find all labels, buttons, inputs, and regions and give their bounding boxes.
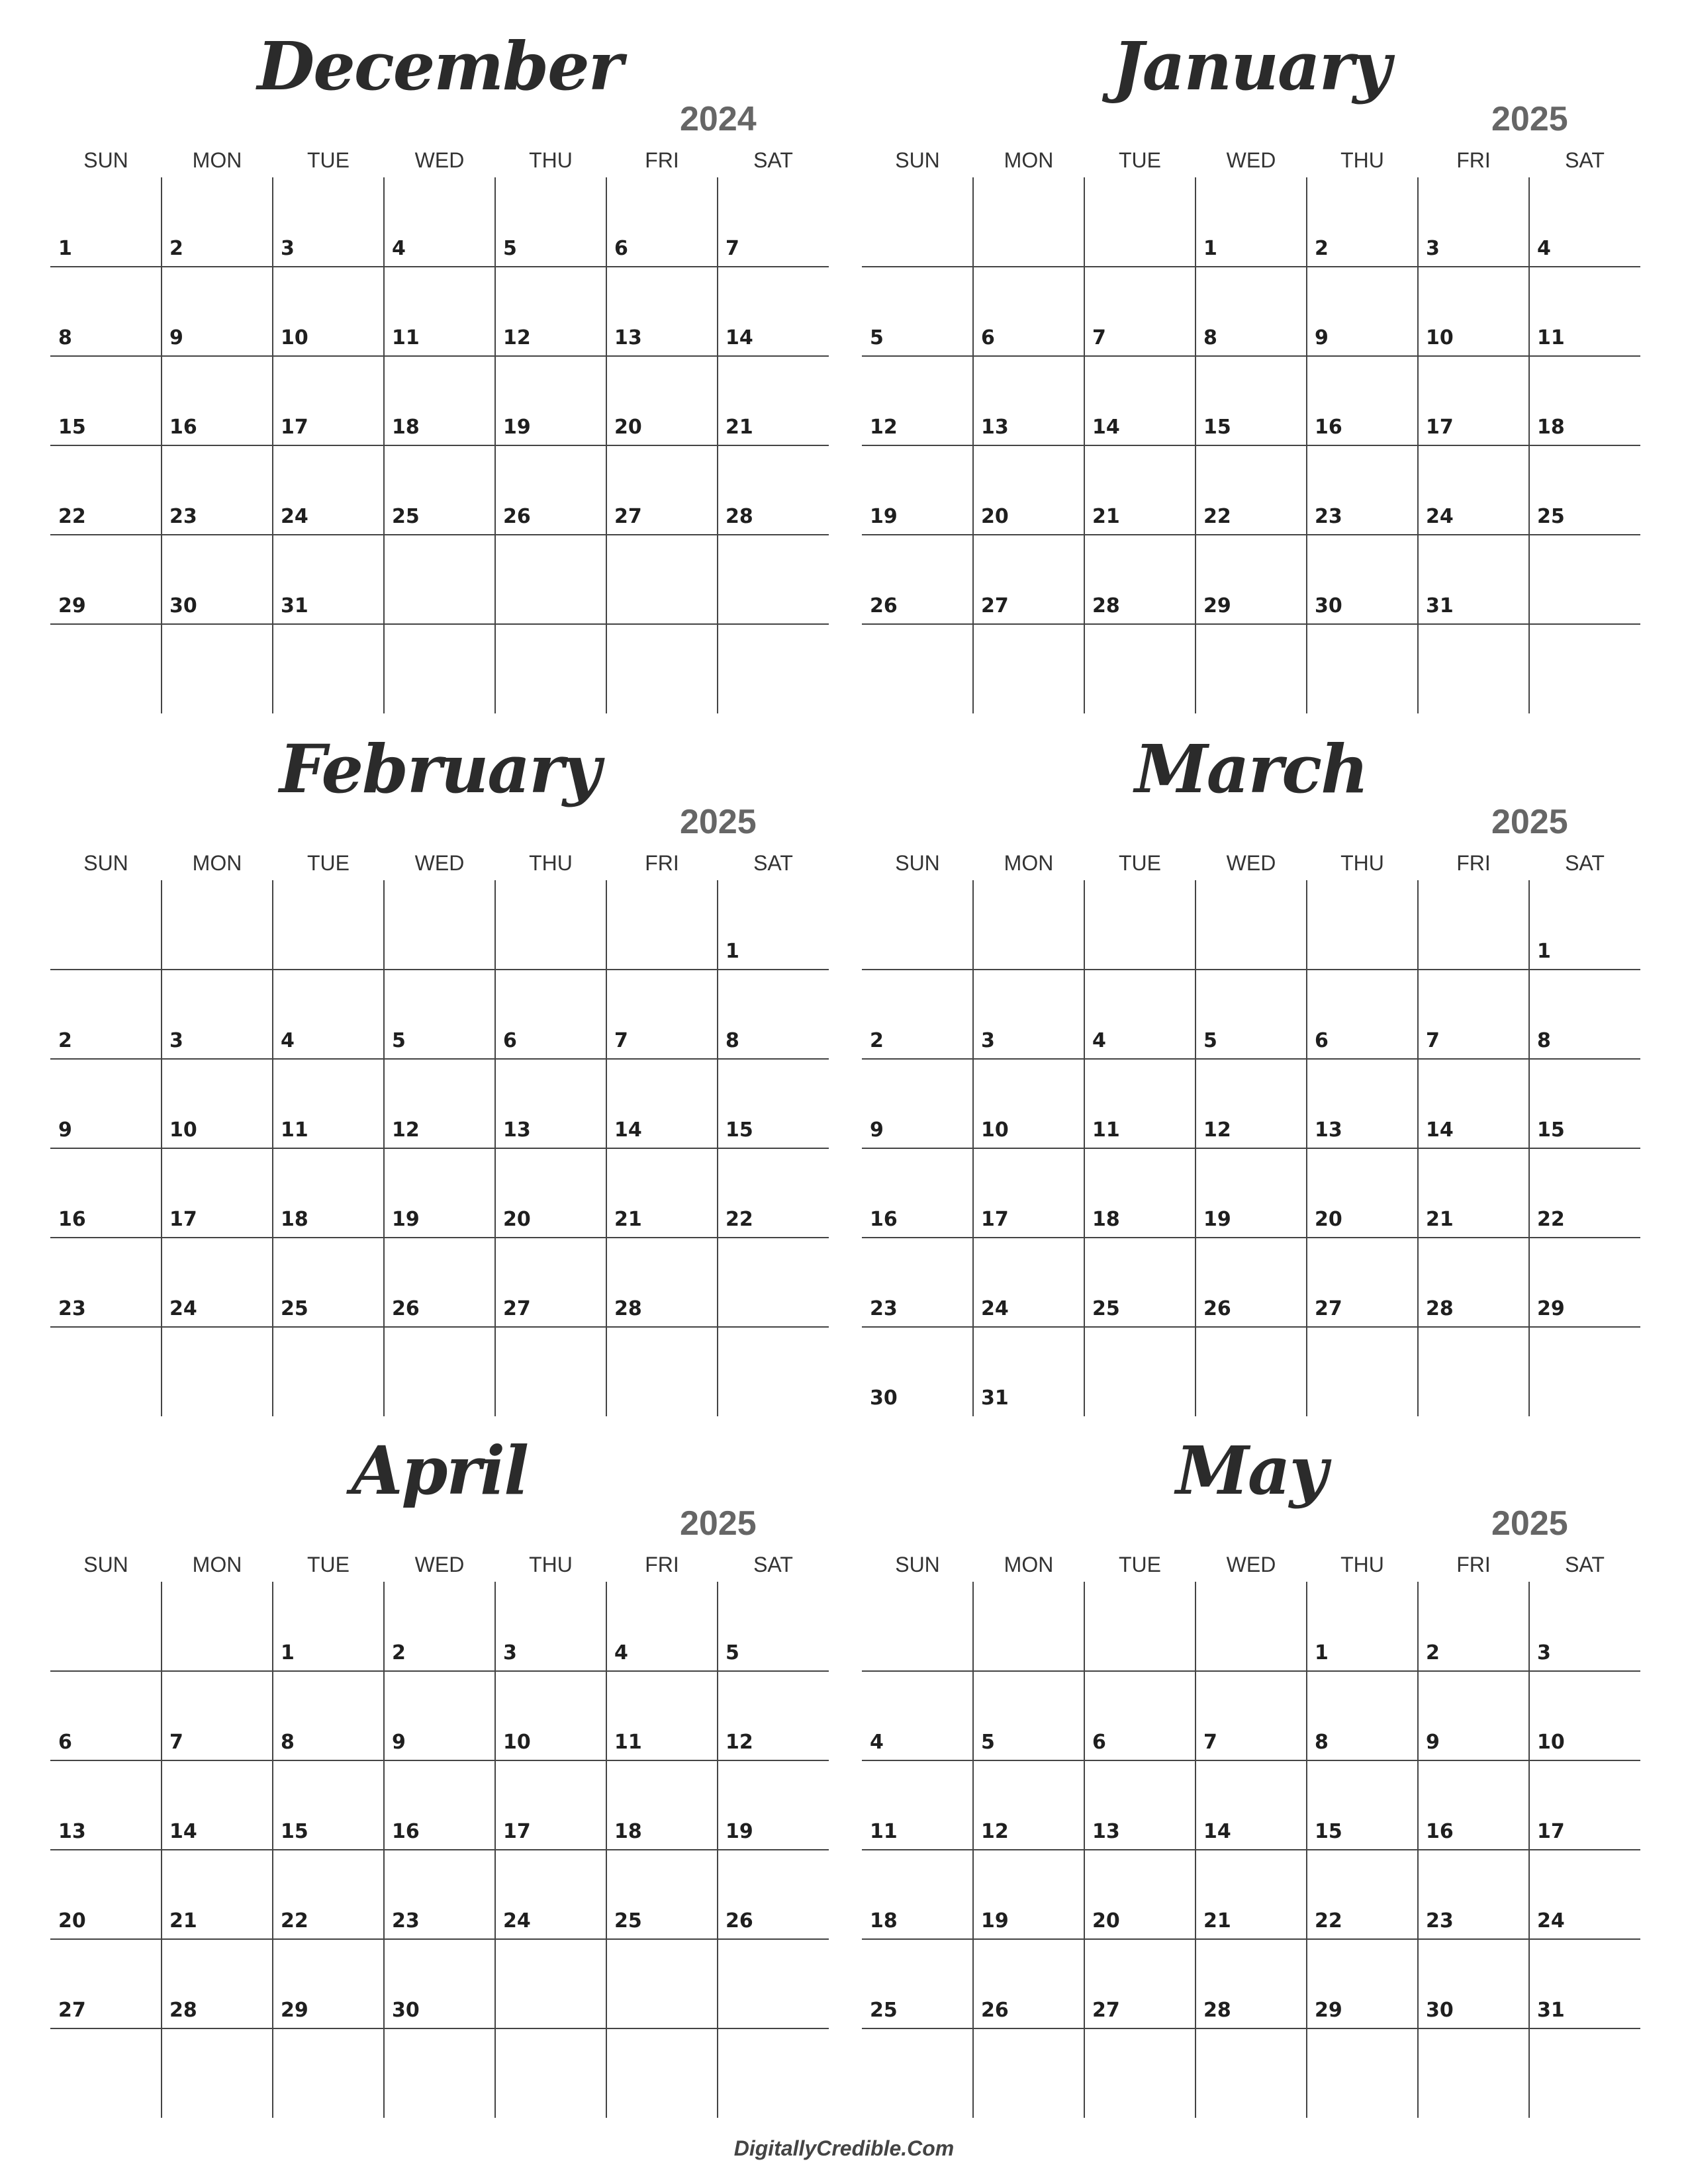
month-grid — [50, 880, 829, 1416]
weekday-label: WED — [414, 851, 465, 875]
day-number: 5 — [1203, 1029, 1217, 1052]
day-number: 11 — [392, 326, 420, 349]
day-number: 16 — [870, 1208, 898, 1231]
day-number: 29 — [1203, 594, 1231, 617]
day-number: 12 — [981, 1820, 1009, 1843]
grid-row-line — [862, 1938, 1640, 1940]
day-number: 17 — [503, 1820, 531, 1843]
day-number: 21 — [1092, 505, 1120, 528]
day-number: 4 — [870, 1731, 884, 1754]
grid-row-line — [862, 1148, 1640, 1149]
day-number: 16 — [1426, 1820, 1454, 1843]
day-number: 6 — [1092, 1731, 1106, 1754]
day-number: 3 — [1537, 1641, 1551, 1664]
day-number: 17 — [1426, 416, 1454, 439]
day-number: 21 — [169, 1909, 197, 1933]
day-number: 7 — [169, 1731, 183, 1754]
day-number: 18 — [1537, 416, 1565, 439]
day-number: 19 — [392, 1208, 420, 1231]
day-number: 19 — [981, 1909, 1009, 1933]
day-number: 19 — [1203, 1208, 1231, 1231]
day-number: 26 — [392, 1297, 420, 1320]
month-year: 2025 — [680, 803, 757, 841]
day-number: 16 — [392, 1820, 420, 1843]
day-number: 10 — [281, 326, 308, 349]
day-number: 23 — [1315, 505, 1342, 528]
month-grid — [50, 177, 829, 713]
day-number: 29 — [1537, 1297, 1565, 1320]
day-number: 22 — [58, 505, 86, 528]
day-number: 2 — [870, 1029, 884, 1052]
day-number: 20 — [1092, 1909, 1120, 1933]
day-number: 16 — [169, 416, 197, 439]
weekday-label: SUN — [83, 1553, 128, 1576]
grid-row-line — [862, 1058, 1640, 1060]
day-number: 26 — [981, 1999, 1009, 2022]
day-number: 30 — [870, 1387, 898, 1410]
grid-row-line — [50, 2028, 829, 2029]
day-number: 18 — [870, 1909, 898, 1933]
day-number: 2 — [1426, 1641, 1440, 1664]
day-number: 8 — [726, 1029, 739, 1052]
day-number: 11 — [1537, 326, 1565, 349]
day-number: 18 — [281, 1208, 308, 1231]
day-number: 26 — [726, 1909, 753, 1933]
grid-row-line — [862, 2028, 1640, 2029]
day-number: 11 — [614, 1731, 642, 1754]
grid-row-line — [50, 1670, 829, 1672]
weekday-label: SAT — [753, 851, 793, 875]
weekday-label: MON — [1004, 148, 1054, 172]
day-number: 13 — [981, 416, 1009, 439]
day-number: 26 — [503, 505, 531, 528]
day-number: 12 — [870, 416, 898, 439]
day-number: 6 — [58, 1731, 72, 1754]
grid-row-line — [50, 623, 829, 625]
day-number: 15 — [281, 1820, 308, 1843]
day-number: 15 — [58, 416, 86, 439]
weekday-label: SAT — [1565, 1553, 1605, 1576]
grid-row-line — [862, 445, 1640, 446]
grid-row-line — [50, 1849, 829, 1850]
day-number: 12 — [1203, 1118, 1231, 1142]
day-number: 25 — [1537, 505, 1565, 528]
month-title: February — [279, 730, 600, 808]
day-number: 14 — [1092, 416, 1120, 439]
weekday-label: MON — [192, 148, 242, 172]
grid-row-line — [50, 1058, 829, 1060]
day-number: 28 — [726, 505, 753, 528]
weekday-label: FRI — [1456, 148, 1491, 172]
month-year: 2025 — [1491, 1504, 1568, 1543]
day-number: 20 — [1315, 1208, 1342, 1231]
grid-row-line — [50, 534, 829, 535]
day-number: 16 — [58, 1208, 86, 1231]
month-grid — [862, 880, 1640, 1416]
grid-row-line — [862, 623, 1640, 625]
month-grid — [862, 1582, 1640, 2118]
day-number: 11 — [281, 1118, 308, 1142]
weekday-label: SUN — [895, 1553, 940, 1576]
month-title: May — [1176, 1432, 1327, 1510]
day-number: 29 — [1315, 1999, 1342, 2022]
day-number: 1 — [281, 1641, 295, 1664]
month-grid — [50, 1582, 829, 2118]
grid-row-line — [862, 1670, 1640, 1672]
day-number: 16 — [1315, 416, 1342, 439]
day-number: 13 — [1315, 1118, 1342, 1142]
day-number: 22 — [726, 1208, 753, 1231]
day-number: 24 — [1426, 505, 1454, 528]
weekday-label: WED — [414, 1553, 465, 1576]
weekday-label: TUE — [307, 1553, 350, 1576]
grid-row-line — [862, 1849, 1640, 1850]
day-number: 24 — [1537, 1909, 1565, 1933]
month-0 — [50, 0, 829, 670]
day-number: 3 — [981, 1029, 995, 1052]
grid-row-line — [862, 1237, 1640, 1238]
month-year: 2024 — [680, 100, 757, 138]
month-grid — [862, 177, 1640, 713]
weekday-label: TUE — [307, 148, 350, 172]
day-number: 15 — [1203, 416, 1231, 439]
weekday-label: WED — [1226, 148, 1276, 172]
day-number: 9 — [58, 1118, 72, 1142]
day-number: 18 — [614, 1820, 642, 1843]
month-1 — [862, 0, 1640, 670]
day-number: 9 — [1315, 326, 1329, 349]
weekday-label: FRI — [1456, 851, 1491, 875]
day-number: 30 — [1426, 1999, 1454, 2022]
day-number: 26 — [870, 594, 898, 617]
weekday-label: TUE — [1119, 1553, 1161, 1576]
grid-row-line — [862, 1326, 1640, 1328]
day-number: 31 — [1426, 594, 1454, 617]
day-number: 24 — [503, 1909, 531, 1933]
day-number: 28 — [614, 1297, 642, 1320]
day-number: 4 — [614, 1641, 628, 1664]
day-number: 3 — [281, 237, 295, 260]
day-number: 27 — [614, 505, 642, 528]
day-number: 14 — [726, 326, 753, 349]
day-number: 22 — [1203, 505, 1231, 528]
day-number: 23 — [1426, 1909, 1454, 1933]
grid-row-line — [50, 266, 829, 267]
weekday-label: TUE — [1119, 851, 1161, 875]
weekday-header — [862, 147, 1640, 173]
day-number: 8 — [1203, 326, 1217, 349]
day-number: 10 — [1537, 1731, 1565, 1754]
day-number: 27 — [503, 1297, 531, 1320]
day-number: 14 — [614, 1118, 642, 1142]
weekday-header — [862, 1551, 1640, 1578]
day-number: 9 — [870, 1118, 884, 1142]
weekday-label: SUN — [83, 851, 128, 875]
day-number: 6 — [503, 1029, 517, 1052]
day-number: 1 — [1537, 940, 1551, 963]
day-number: 28 — [1426, 1297, 1454, 1320]
weekday-label: THU — [529, 148, 573, 172]
day-number: 13 — [1092, 1820, 1120, 1843]
day-number: 25 — [614, 1909, 642, 1933]
day-number: 5 — [392, 1029, 406, 1052]
day-number: 31 — [1537, 1999, 1565, 2022]
footer-credit: DigitallyCredible.Com — [733, 2136, 955, 2160]
grid-row-line — [50, 1938, 829, 1940]
day-number: 17 — [281, 416, 308, 439]
day-number: 1 — [1315, 1641, 1329, 1664]
day-number: 17 — [981, 1208, 1009, 1231]
grid-row-line — [50, 969, 829, 970]
day-number: 2 — [58, 1029, 72, 1052]
day-number: 18 — [1092, 1208, 1120, 1231]
day-number: 30 — [169, 594, 197, 617]
day-number: 2 — [392, 1641, 406, 1664]
weekday-label: WED — [414, 148, 465, 172]
day-number: 12 — [726, 1731, 753, 1754]
day-number: 15 — [1315, 1820, 1342, 1843]
day-number: 28 — [1092, 594, 1120, 617]
weekday-label: FRI — [645, 851, 679, 875]
grid-row-line — [50, 355, 829, 357]
weekday-header — [50, 850, 829, 876]
day-number: 5 — [981, 1731, 995, 1754]
day-number: 10 — [981, 1118, 1009, 1142]
day-number: 24 — [981, 1297, 1009, 1320]
weekday-label: SAT — [1565, 851, 1605, 875]
weekday-label: SUN — [895, 851, 940, 875]
day-number: 10 — [1426, 326, 1454, 349]
day-number: 15 — [1537, 1118, 1565, 1142]
month-year: 2025 — [1491, 803, 1568, 841]
day-number: 4 — [1092, 1029, 1106, 1052]
month-5 — [862, 1404, 1640, 2074]
weekday-label: SAT — [1565, 148, 1605, 172]
day-number: 18 — [392, 416, 420, 439]
day-number: 7 — [726, 237, 739, 260]
weekday-label: THU — [529, 851, 573, 875]
month-3 — [862, 703, 1640, 1410]
weekday-label: THU — [529, 1553, 573, 1576]
day-number: 3 — [169, 1029, 183, 1052]
day-number: 28 — [1203, 1999, 1231, 2022]
day-number: 30 — [1315, 594, 1342, 617]
day-number: 5 — [726, 1641, 739, 1664]
day-number: 13 — [58, 1820, 86, 1843]
day-number: 20 — [503, 1208, 531, 1231]
month-year: 2025 — [680, 1504, 757, 1543]
day-number: 24 — [169, 1297, 197, 1320]
day-number: 2 — [1315, 237, 1329, 260]
weekday-label: WED — [1226, 1553, 1276, 1576]
weekday-label: MON — [1004, 1553, 1054, 1576]
grid-row-line — [862, 355, 1640, 357]
day-number: 23 — [58, 1297, 86, 1320]
day-number: 26 — [1203, 1297, 1231, 1320]
grid-row-line — [50, 1148, 829, 1149]
grid-row-line — [862, 969, 1640, 970]
day-number: 19 — [503, 416, 531, 439]
day-number: 2 — [169, 237, 183, 260]
day-number: 22 — [281, 1909, 308, 1933]
day-number: 27 — [58, 1999, 86, 2022]
day-number: 10 — [169, 1118, 197, 1142]
day-number: 25 — [281, 1297, 308, 1320]
weekday-label: FRI — [1456, 1553, 1491, 1576]
day-number: 25 — [1092, 1297, 1120, 1320]
weekday-label: THU — [1340, 851, 1384, 875]
day-number: 6 — [981, 326, 995, 349]
grid-row-line — [50, 445, 829, 446]
day-number: 14 — [169, 1820, 197, 1843]
weekday-label: MON — [192, 851, 242, 875]
day-number: 8 — [58, 326, 72, 349]
month-2 — [50, 703, 829, 1373]
day-number: 23 — [169, 505, 197, 528]
day-number: 5 — [870, 326, 884, 349]
grid-row-line — [862, 266, 1640, 267]
day-number: 9 — [1426, 1731, 1440, 1754]
day-number: 15 — [726, 1118, 753, 1142]
day-number: 20 — [58, 1909, 86, 1933]
month-title: April — [351, 1432, 528, 1510]
day-number: 31 — [281, 594, 308, 617]
day-number: 17 — [169, 1208, 197, 1231]
day-number: 17 — [1537, 1820, 1565, 1843]
month-4 — [50, 1404, 829, 2074]
day-number: 21 — [726, 416, 753, 439]
day-number: 31 — [981, 1387, 1009, 1410]
weekday-label: FRI — [645, 1553, 679, 1576]
weekday-label: MON — [1004, 851, 1054, 875]
grid-row-line — [862, 1760, 1640, 1761]
month-title: January — [1112, 27, 1390, 105]
day-number: 13 — [614, 326, 642, 349]
day-number: 1 — [726, 940, 739, 963]
day-number: 14 — [1426, 1118, 1454, 1142]
grid-row-line — [50, 1326, 829, 1328]
day-number: 4 — [281, 1029, 295, 1052]
weekday-label: FRI — [645, 148, 679, 172]
weekday-header — [862, 850, 1640, 876]
weekday-label: SAT — [753, 148, 793, 172]
day-number: 3 — [503, 1641, 517, 1664]
day-number: 7 — [1203, 1731, 1217, 1754]
day-number: 7 — [1426, 1029, 1440, 1052]
day-number: 7 — [1092, 326, 1106, 349]
day-number: 25 — [870, 1999, 898, 2022]
day-number: 22 — [1537, 1208, 1565, 1231]
day-number: 6 — [614, 237, 628, 260]
day-number: 12 — [392, 1118, 420, 1142]
month-year: 2025 — [1491, 100, 1568, 138]
month-title: December — [257, 27, 622, 105]
day-number: 19 — [726, 1820, 753, 1843]
weekday-label: THU — [1340, 1553, 1384, 1576]
day-number: 9 — [169, 326, 183, 349]
day-number: 30 — [392, 1999, 420, 2022]
day-number: 14 — [1203, 1820, 1231, 1843]
day-number: 4 — [392, 237, 406, 260]
day-number: 8 — [1315, 1731, 1329, 1754]
day-number: 21 — [1203, 1909, 1231, 1933]
day-number: 8 — [1537, 1029, 1551, 1052]
day-number: 20 — [981, 505, 1009, 528]
grid-row-line — [50, 1760, 829, 1761]
grid-row-line — [862, 534, 1640, 535]
weekday-label: SUN — [83, 148, 128, 172]
day-number: 11 — [870, 1820, 898, 1843]
day-number: 13 — [503, 1118, 531, 1142]
day-number: 6 — [1315, 1029, 1329, 1052]
day-number: 24 — [281, 505, 308, 528]
weekday-label: SUN — [895, 148, 940, 172]
day-number: 1 — [58, 237, 72, 260]
day-number: 22 — [1315, 1909, 1342, 1933]
day-number: 23 — [392, 1909, 420, 1933]
day-number: 29 — [281, 1999, 308, 2022]
day-number: 21 — [614, 1208, 642, 1231]
day-number: 12 — [503, 326, 531, 349]
day-number: 25 — [392, 505, 420, 528]
day-number: 23 — [870, 1297, 898, 1320]
day-number: 21 — [1426, 1208, 1454, 1231]
weekday-label: TUE — [1119, 148, 1161, 172]
month-title: March — [1135, 730, 1368, 808]
grid-row-line — [50, 1237, 829, 1238]
day-number: 7 — [614, 1029, 628, 1052]
day-number: 11 — [1092, 1118, 1120, 1142]
day-number: 5 — [503, 237, 517, 260]
day-number: 9 — [392, 1731, 406, 1754]
day-number: 1 — [1203, 237, 1217, 260]
weekday-label: SAT — [753, 1553, 793, 1576]
day-number: 3 — [1426, 237, 1440, 260]
day-number: 10 — [503, 1731, 531, 1754]
weekday-header — [50, 147, 829, 173]
weekday-label: THU — [1340, 148, 1384, 172]
day-number: 4 — [1537, 237, 1551, 260]
day-number: 27 — [1092, 1999, 1120, 2022]
day-number: 19 — [870, 505, 898, 528]
day-number: 27 — [981, 594, 1009, 617]
weekday-label: TUE — [307, 851, 350, 875]
day-number: 27 — [1315, 1297, 1342, 1320]
day-number: 20 — [614, 416, 642, 439]
weekday-header — [50, 1551, 829, 1578]
weekday-label: MON — [192, 1553, 242, 1576]
day-number: 8 — [281, 1731, 295, 1754]
day-number: 29 — [58, 594, 86, 617]
day-number: 28 — [169, 1999, 197, 2022]
weekday-label: WED — [1226, 851, 1276, 875]
